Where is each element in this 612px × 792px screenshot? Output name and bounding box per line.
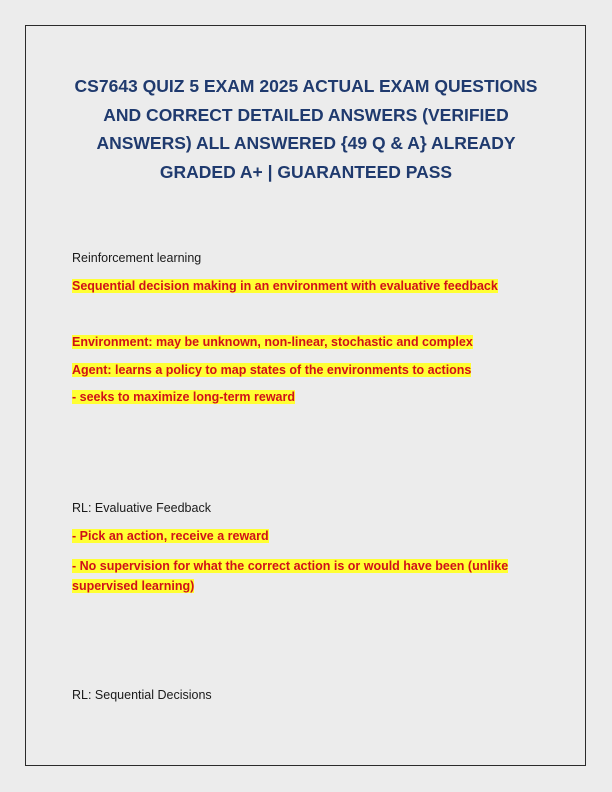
question-reinforcement-learning: Reinforcement learning [72, 251, 202, 265]
answer-line: Environment: may be unknown, non-linear, stochastic and complex [72, 335, 473, 349]
answer-line: - seeks to maximize long-term reward [72, 390, 295, 404]
question-evaluative-feedback: RL: Evaluative Feedback [72, 501, 211, 515]
answer-line: - Pick an action, receive a reward [72, 529, 269, 543]
question-sequential-decisions: RL: Sequential Decisions [72, 688, 212, 702]
answer-line: - No supervision for what the correct action is or would have been (unlike supervised learning) [72, 559, 509, 593]
answer-line: Sequential decision making in an environment with evaluative feedback [72, 279, 498, 293]
document-title: CS7643 QUIZ 5 EXAM 2025 ACTUAL EXAM QUESTIONS AND CORRECT DETAILED ANSWERS (VERIFIED ANSWERS) ALL ANSWERED {49 Q & A} ALREADY GRADED A+ | GUARANTEED PASS [74, 76, 538, 182]
answer-line: Agent: learns a policy to map states of the environments to actions [72, 363, 472, 377]
